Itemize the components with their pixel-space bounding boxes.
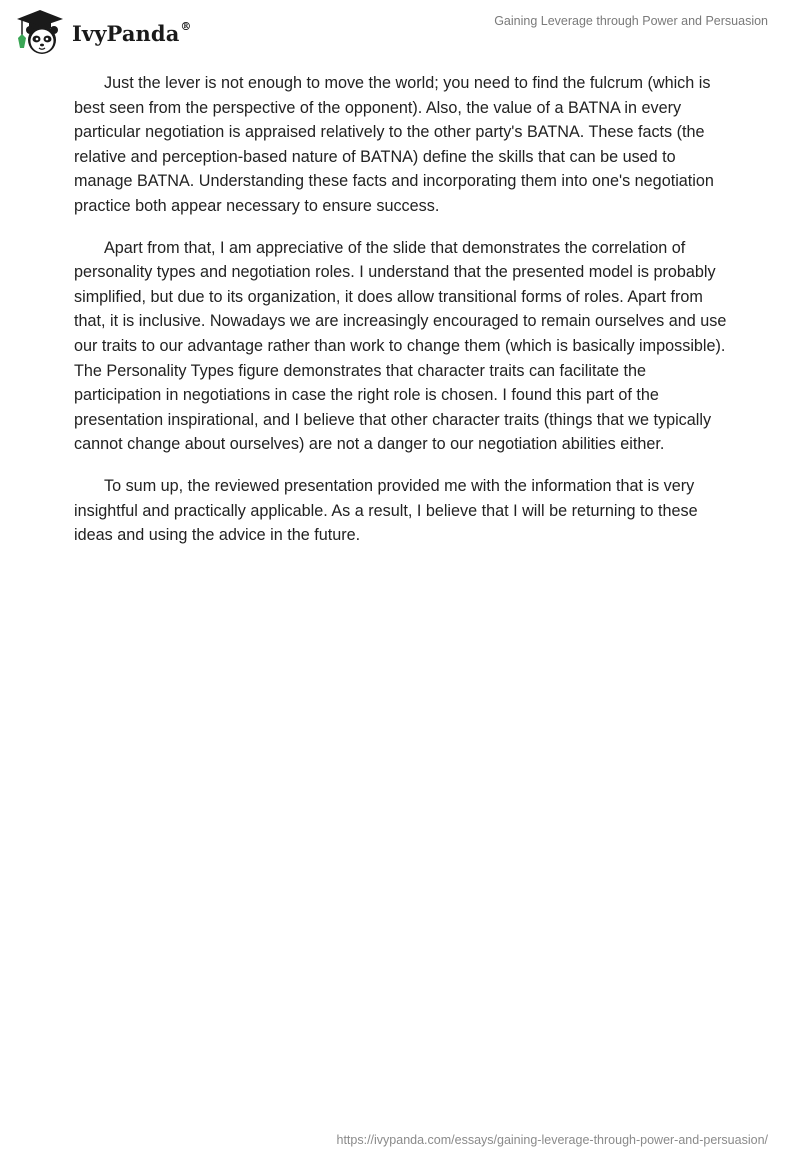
paragraph-1: Just the lever is not enough to move the world; you need to find the fulcrum (which is best seen from the perspective of the opponent). Also, the value of a BATNA in every particular negotiation is appraised relatively to the other party's BATNA. These facts (the relative and perception-based nature of BATNA) define the skills that can be used to manage BATNA. Understanding these facts and incorporating them into one's negotiation practice both appear necessary to ensure success. xyxy=(74,74,714,215)
paragraph-2: Apart from that, I am appreciative of the slide that demonstrates the correlation of personality types and negotiation roles. I understand that the presented model is probably simplified, but due to its organization, it does allow transitional forms of roles. Apart from that, it is inclusive. Nowadays we are increasingly encouraged to remain ourselves and use our traits to our advantage rather than work to change them (which is basically impossible). The Personality Types figure demonstrates that character traits can facilitate the participation in negotiations in case the right role is chosen. I found this part of the presentation inspirational, and I believe that other character traits (things that we typically cannot change about ourselves) are not a danger to our negotiation abilities either. xyxy=(74,238,727,454)
page-header xyxy=(0,0,800,60)
paragraph-3: To sum up, the reviewed presentation provided me with the information that is very insightful and practically applicable. As a result, I believe that I will be returning to these ideas and using the advice in the future. xyxy=(74,476,698,545)
essay-body xyxy=(74,71,730,565)
brand-logo[interactable] xyxy=(14,8,192,56)
source-url[interactable]: https://ivypanda.com/essays/gaining-leverage-through-power-and-persuasion/ xyxy=(336,1133,768,1147)
panda-graduate-logo-icon xyxy=(14,8,66,56)
document-title: Gaining Leverage through Power and Persuasion xyxy=(494,14,768,28)
brand-name: IvyPanda® xyxy=(72,19,192,46)
